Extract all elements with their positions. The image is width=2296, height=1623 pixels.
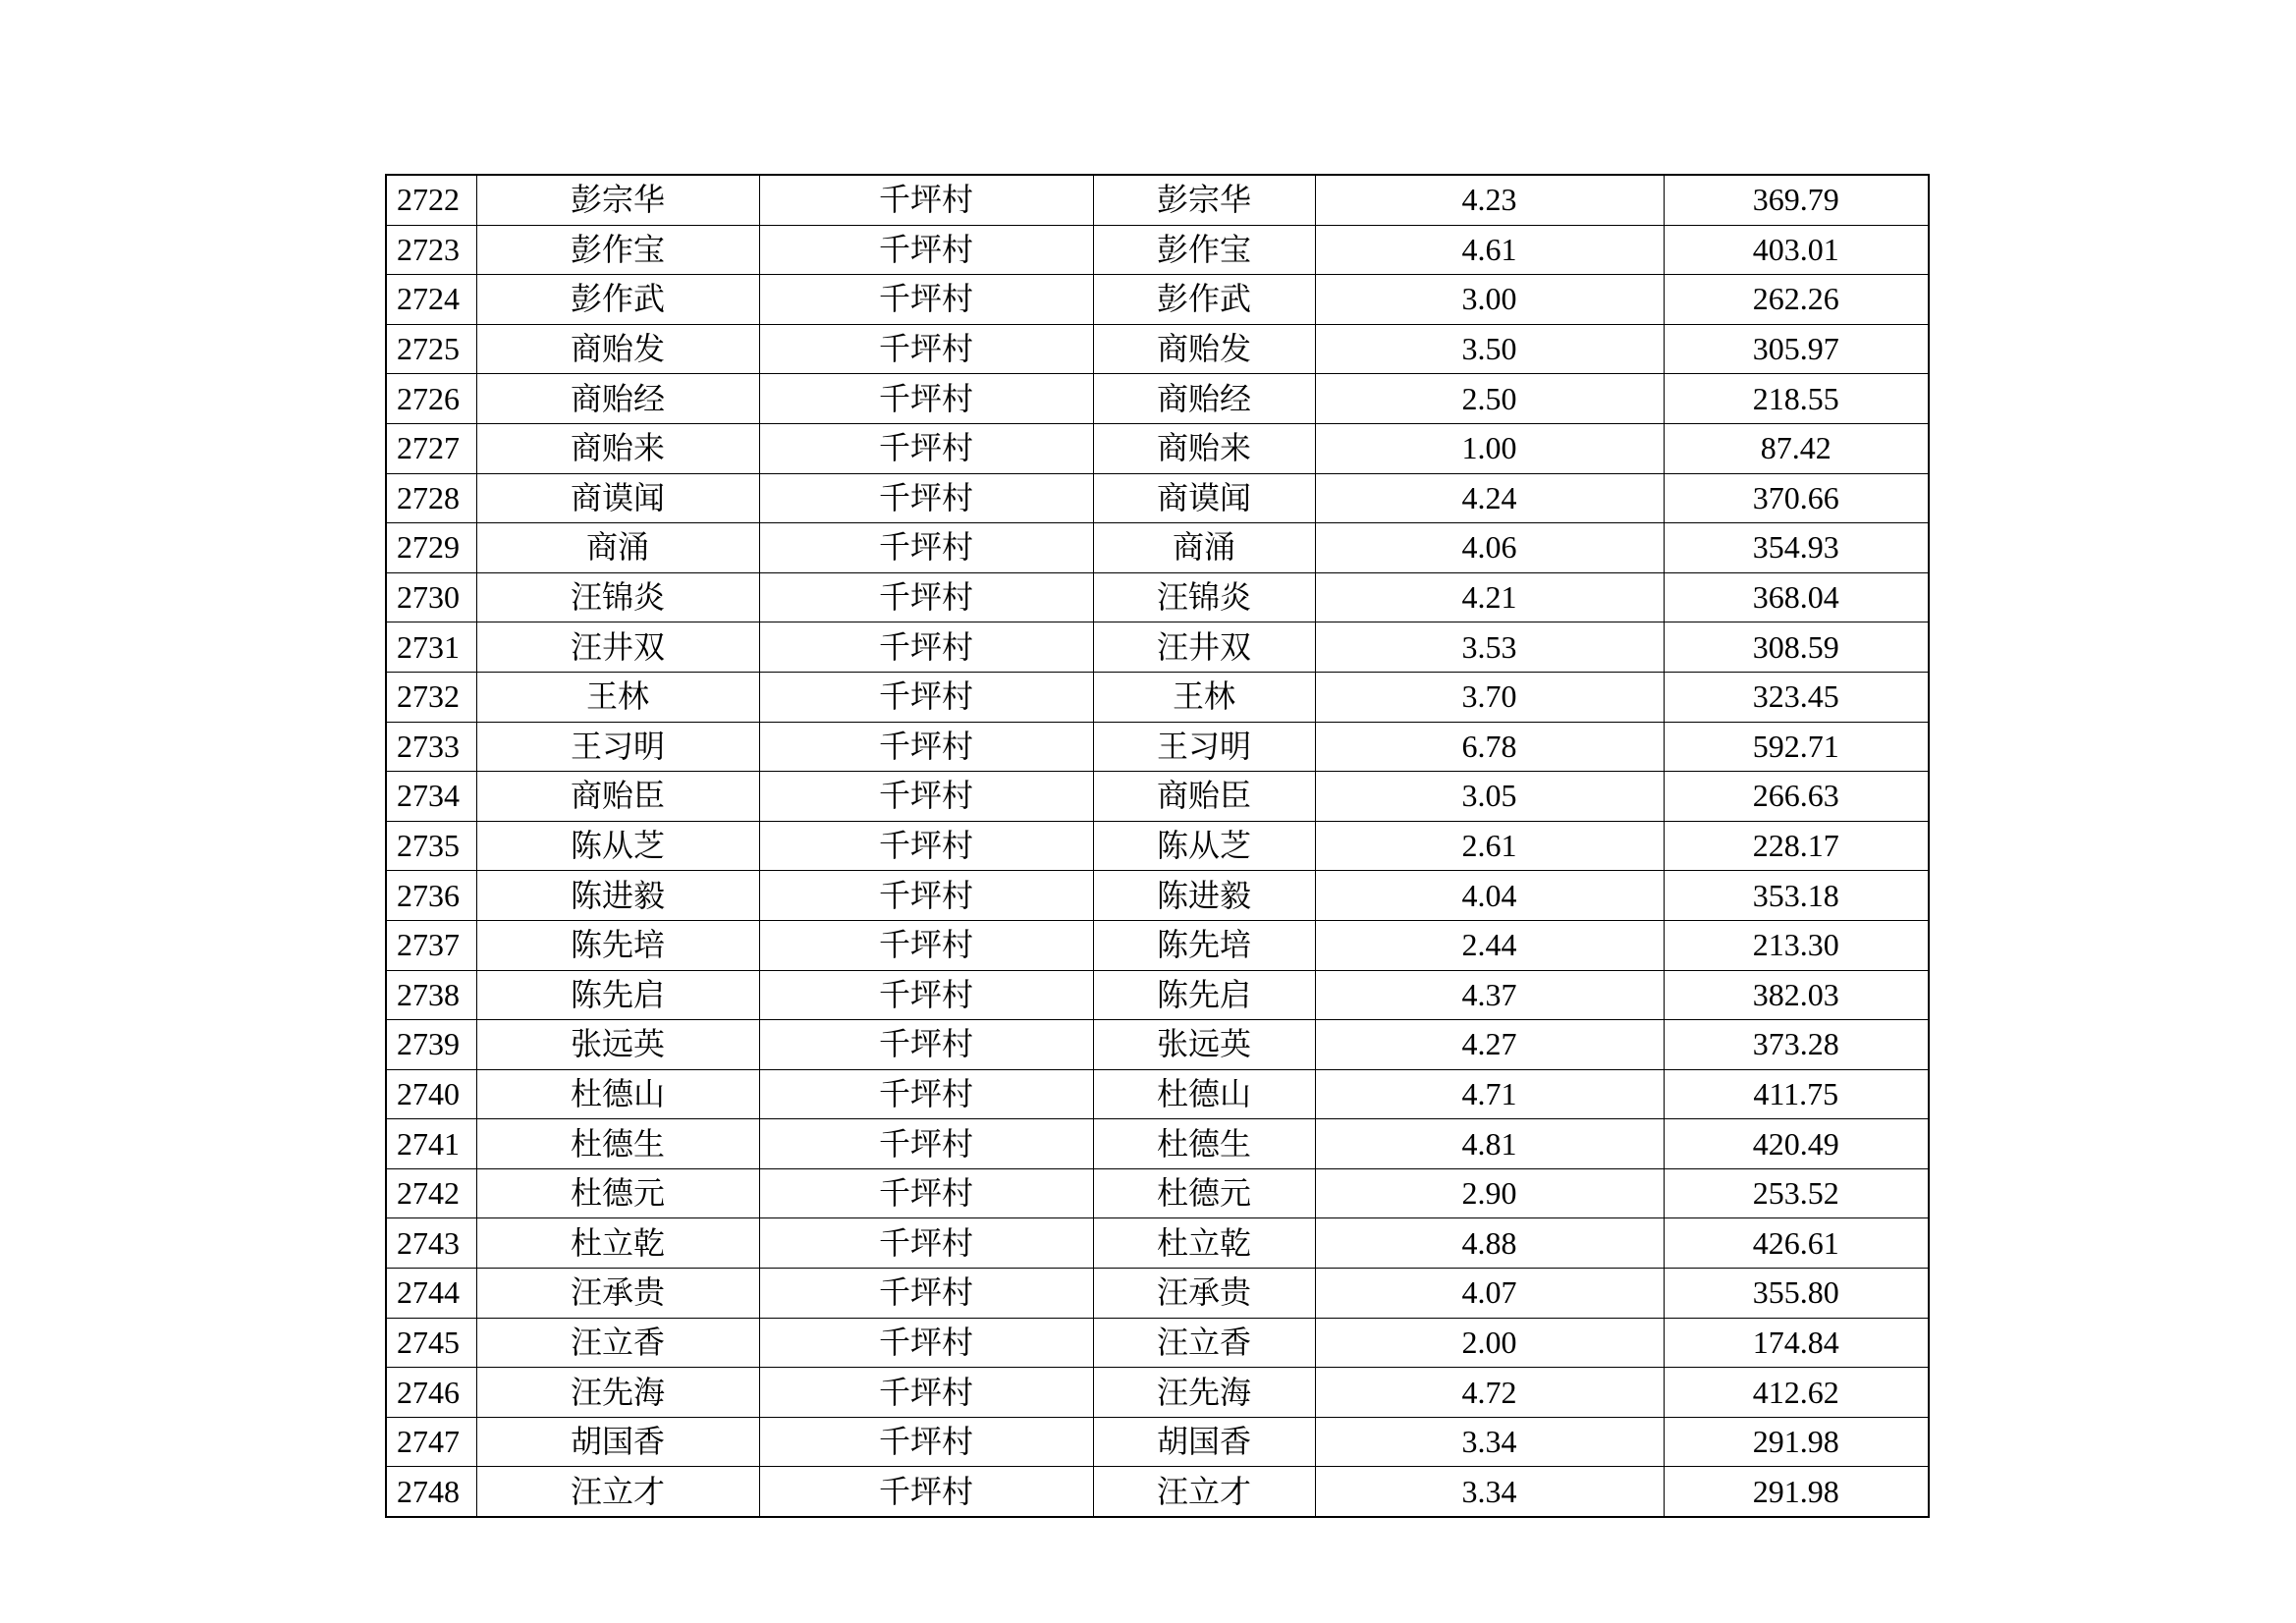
holder-cell: 彭作武 [1093, 275, 1315, 325]
area-cell: 3.50 [1315, 324, 1664, 374]
amount-cell: 411.75 [1664, 1069, 1929, 1119]
row-number-cell: 2747 [386, 1417, 476, 1467]
row-number-cell: 2722 [386, 175, 476, 225]
name-cell: 王林 [476, 672, 759, 722]
table-row [386, 871, 1929, 921]
amount-cell: 213.30 [1664, 920, 1929, 970]
row-number-cell: 2726 [386, 374, 476, 424]
amount-cell: 354.93 [1664, 523, 1929, 573]
village-cell: 千坪村 [759, 523, 1093, 573]
village-cell: 千坪村 [759, 572, 1093, 622]
area-cell: 4.71 [1315, 1069, 1664, 1119]
village-cell: 千坪村 [759, 1467, 1093, 1517]
area-cell: 4.61 [1315, 225, 1664, 275]
village-cell: 千坪村 [759, 275, 1093, 325]
holder-cell: 陈进毅 [1093, 871, 1315, 921]
area-cell: 4.21 [1315, 572, 1664, 622]
holder-cell: 商谟闻 [1093, 473, 1315, 523]
row-number-cell: 2727 [386, 423, 476, 473]
row-number-cell: 2736 [386, 871, 476, 921]
name-cell: 杜德生 [476, 1119, 759, 1169]
area-cell: 4.81 [1315, 1119, 1664, 1169]
village-cell: 千坪村 [759, 970, 1093, 1020]
area-cell: 2.44 [1315, 920, 1664, 970]
table-row [386, 970, 1929, 1020]
holder-cell: 王习明 [1093, 722, 1315, 772]
table-row [386, 1467, 1929, 1517]
holder-cell: 张远英 [1093, 1020, 1315, 1070]
amount-cell: 353.18 [1664, 871, 1929, 921]
holder-cell: 商贻臣 [1093, 772, 1315, 822]
amount-cell: 369.79 [1664, 175, 1929, 225]
table-row [386, 821, 1929, 871]
table-row [386, 1417, 1929, 1467]
table-row [386, 572, 1929, 622]
amount-cell: 305.97 [1664, 324, 1929, 374]
village-cell: 千坪村 [759, 622, 1093, 673]
area-cell: 3.34 [1315, 1417, 1664, 1467]
table-row [386, 225, 1929, 275]
area-cell: 4.72 [1315, 1368, 1664, 1418]
village-cell: 千坪村 [759, 324, 1093, 374]
amount-cell: 355.80 [1664, 1269, 1929, 1319]
table-row [386, 1269, 1929, 1319]
table-row [386, 175, 1929, 225]
table-row [386, 672, 1929, 722]
row-number-cell: 2733 [386, 722, 476, 772]
amount-cell: 382.03 [1664, 970, 1929, 1020]
name-cell: 商涌 [476, 523, 759, 573]
area-cell: 4.37 [1315, 970, 1664, 1020]
amount-cell: 308.59 [1664, 622, 1929, 673]
row-number-cell: 2748 [386, 1467, 476, 1517]
row-number-cell: 2735 [386, 821, 476, 871]
name-cell: 汪立香 [476, 1318, 759, 1368]
amount-cell: 420.49 [1664, 1119, 1929, 1169]
table-row [386, 1218, 1929, 1269]
row-number-cell: 2741 [386, 1119, 476, 1169]
name-cell: 杜德山 [476, 1069, 759, 1119]
area-cell: 1.00 [1315, 423, 1664, 473]
name-cell: 陈从芝 [476, 821, 759, 871]
village-cell: 千坪村 [759, 1069, 1093, 1119]
holder-cell: 彭宗华 [1093, 175, 1315, 225]
amount-cell: 370.66 [1664, 473, 1929, 523]
village-cell: 千坪村 [759, 871, 1093, 921]
row-number-cell: 2744 [386, 1269, 476, 1319]
area-cell: 3.34 [1315, 1467, 1664, 1517]
name-cell: 商贻臣 [476, 772, 759, 822]
name-cell: 彭作武 [476, 275, 759, 325]
amount-cell: 253.52 [1664, 1168, 1929, 1218]
table-row [386, 374, 1929, 424]
table-row [386, 324, 1929, 374]
village-cell: 千坪村 [759, 1318, 1093, 1368]
table-row [386, 1119, 1929, 1169]
holder-cell: 陈先培 [1093, 920, 1315, 970]
name-cell: 汪立才 [476, 1467, 759, 1517]
name-cell: 杜立乾 [476, 1218, 759, 1269]
holder-cell: 汪先海 [1093, 1368, 1315, 1418]
holder-cell: 杜立乾 [1093, 1218, 1315, 1269]
area-cell: 2.61 [1315, 821, 1664, 871]
area-cell: 2.90 [1315, 1168, 1664, 1218]
area-cell: 4.04 [1315, 871, 1664, 921]
village-cell: 千坪村 [759, 1020, 1093, 1070]
amount-cell: 291.98 [1664, 1467, 1929, 1517]
row-number-cell: 2729 [386, 523, 476, 573]
row-number-cell: 2731 [386, 622, 476, 673]
area-cell: 2.50 [1315, 374, 1664, 424]
village-cell: 千坪村 [759, 1218, 1093, 1269]
holder-cell: 杜德山 [1093, 1069, 1315, 1119]
area-cell: 2.00 [1315, 1318, 1664, 1368]
name-cell: 汪井双 [476, 622, 759, 673]
name-cell: 商贻来 [476, 423, 759, 473]
village-cell: 千坪村 [759, 672, 1093, 722]
row-number-cell: 2725 [386, 324, 476, 374]
name-cell: 汪先海 [476, 1368, 759, 1418]
holder-cell: 商贻来 [1093, 423, 1315, 473]
area-cell: 4.06 [1315, 523, 1664, 573]
name-cell: 陈进毅 [476, 871, 759, 921]
table-row [386, 772, 1929, 822]
row-number-cell: 2742 [386, 1168, 476, 1218]
holder-cell: 胡国香 [1093, 1417, 1315, 1467]
holder-cell: 杜德生 [1093, 1119, 1315, 1169]
name-cell: 王习明 [476, 722, 759, 772]
village-cell: 千坪村 [759, 772, 1093, 822]
village-cell: 千坪村 [759, 821, 1093, 871]
village-cell: 千坪村 [759, 225, 1093, 275]
row-number-cell: 2739 [386, 1020, 476, 1070]
amount-cell: 218.55 [1664, 374, 1929, 424]
holder-cell: 汪锦炎 [1093, 572, 1315, 622]
area-cell: 3.53 [1315, 622, 1664, 673]
village-cell: 千坪村 [759, 1269, 1093, 1319]
row-number-cell: 2724 [386, 275, 476, 325]
holder-cell: 杜德元 [1093, 1168, 1315, 1218]
name-cell: 商谟闻 [476, 473, 759, 523]
name-cell: 商贻经 [476, 374, 759, 424]
name-cell: 张远英 [476, 1020, 759, 1070]
amount-cell: 174.84 [1664, 1318, 1929, 1368]
table-row [386, 1318, 1929, 1368]
table-row [386, 1069, 1929, 1119]
area-cell: 4.88 [1315, 1218, 1664, 1269]
holder-cell: 汪井双 [1093, 622, 1315, 673]
name-cell: 胡国香 [476, 1417, 759, 1467]
village-cell: 千坪村 [759, 423, 1093, 473]
village-cell: 千坪村 [759, 1168, 1093, 1218]
amount-cell: 403.01 [1664, 225, 1929, 275]
row-number-cell: 2730 [386, 572, 476, 622]
area-cell: 3.70 [1315, 672, 1664, 722]
amount-cell: 262.26 [1664, 275, 1929, 325]
table-row [386, 275, 1929, 325]
amount-cell: 266.63 [1664, 772, 1929, 822]
row-number-cell: 2728 [386, 473, 476, 523]
area-cell: 4.07 [1315, 1269, 1664, 1319]
amount-cell: 592.71 [1664, 722, 1929, 772]
holder-cell: 汪立才 [1093, 1467, 1315, 1517]
table-row [386, 473, 1929, 523]
area-cell: 6.78 [1315, 722, 1664, 772]
amount-cell: 412.62 [1664, 1368, 1929, 1418]
table-row [386, 1368, 1929, 1418]
row-number-cell: 2723 [386, 225, 476, 275]
area-cell: 4.23 [1315, 175, 1664, 225]
table-row [386, 423, 1929, 473]
row-number-cell: 2743 [386, 1218, 476, 1269]
name-cell: 汪锦炎 [476, 572, 759, 622]
area-cell: 3.00 [1315, 275, 1664, 325]
name-cell: 彭宗华 [476, 175, 759, 225]
table-row [386, 1020, 1929, 1070]
name-cell: 陈先培 [476, 920, 759, 970]
row-number-cell: 2740 [386, 1069, 476, 1119]
holder-cell: 陈先启 [1093, 970, 1315, 1020]
village-cell: 千坪村 [759, 722, 1093, 772]
amount-cell: 426.61 [1664, 1218, 1929, 1269]
holder-cell: 陈从芝 [1093, 821, 1315, 871]
village-cell: 千坪村 [759, 175, 1093, 225]
amount-cell: 228.17 [1664, 821, 1929, 871]
name-cell: 汪承贵 [476, 1269, 759, 1319]
amount-cell: 323.45 [1664, 672, 1929, 722]
table-row [386, 920, 1929, 970]
holder-cell: 王林 [1093, 672, 1315, 722]
table-body [386, 175, 1929, 1517]
name-cell: 商贻发 [476, 324, 759, 374]
row-number-cell: 2734 [386, 772, 476, 822]
subsidy-table [385, 174, 1930, 1518]
table-row [386, 523, 1929, 573]
amount-cell: 291.98 [1664, 1417, 1929, 1467]
holder-cell: 商贻经 [1093, 374, 1315, 424]
name-cell: 杜德元 [476, 1168, 759, 1218]
holder-cell: 汪立香 [1093, 1318, 1315, 1368]
village-cell: 千坪村 [759, 473, 1093, 523]
area-cell: 4.24 [1315, 473, 1664, 523]
holder-cell: 商涌 [1093, 523, 1315, 573]
village-cell: 千坪村 [759, 374, 1093, 424]
village-cell: 千坪村 [759, 1119, 1093, 1169]
area-cell: 4.27 [1315, 1020, 1664, 1070]
amount-cell: 87.42 [1664, 423, 1929, 473]
name-cell: 彭作宝 [476, 225, 759, 275]
row-number-cell: 2746 [386, 1368, 476, 1418]
name-cell: 陈先启 [476, 970, 759, 1020]
row-number-cell: 2732 [386, 672, 476, 722]
row-number-cell: 2738 [386, 970, 476, 1020]
village-cell: 千坪村 [759, 1368, 1093, 1418]
holder-cell: 汪承贵 [1093, 1269, 1315, 1319]
table-row [386, 1168, 1929, 1218]
village-cell: 千坪村 [759, 1417, 1093, 1467]
amount-cell: 368.04 [1664, 572, 1929, 622]
row-number-cell: 2745 [386, 1318, 476, 1368]
holder-cell: 商贻发 [1093, 324, 1315, 374]
area-cell: 3.05 [1315, 772, 1664, 822]
holder-cell: 彭作宝 [1093, 225, 1315, 275]
table-row [386, 722, 1929, 772]
amount-cell: 373.28 [1664, 1020, 1929, 1070]
row-number-cell: 2737 [386, 920, 476, 970]
village-cell: 千坪村 [759, 920, 1093, 970]
table-row [386, 622, 1929, 673]
